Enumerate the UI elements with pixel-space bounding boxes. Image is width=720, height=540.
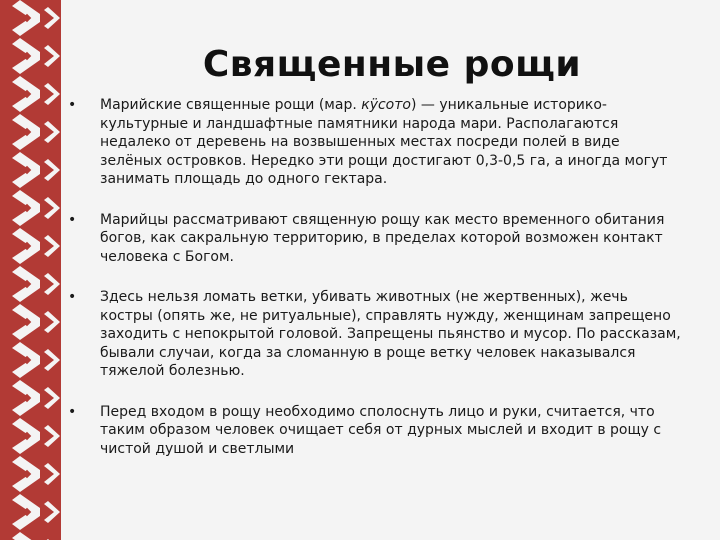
bullet-item-3 [64,288,684,381]
bullet-item-2 [64,211,684,267]
ornament-motif [12,494,60,530]
ornament-motif [12,418,60,454]
ornament-border [0,0,64,540]
ornament-motif [12,266,60,302]
bullet-text-part: ) — уникальные историко-культурные и ландшафтные памятники народа мари. Располагаются недалеко от деревень на возвышенных местах посреди полей в виде зелёных островков. Нередко эти рощи достигают 0,3-0,5 га, а иногда могут занимать площадь до одного гектара. [100,97,668,187]
ornament-motif [12,0,60,36]
bullet-dot: • [68,289,77,305]
bullet-text: Марийцы рассматривают священную рощу как место временного обитания богов, как сакральную территорию, в пределах которой возможен контакт человека с Богом. [100,211,665,265]
bullet-item-1 [64,96,684,189]
ornament-motif [12,228,60,264]
ornament-motif [12,114,60,150]
ornament-motif [12,380,60,416]
slide [64,0,720,540]
bullet-dot: • [68,403,77,420]
bullet-text [100,97,667,187]
ornament-pattern [0,0,64,540]
bullet-italic-term: кӱсото [361,97,411,113]
ornament-motif [12,342,60,378]
ornament-motif [12,152,60,188]
bullet-text: Здесь нельзя ломать ветки, убивать животных (не жертвенных), жечь костры (опять же, не ритуальные), справлять нужду, женщинам запрещено заходить с непокрытой головой. Запрещены пьянство и мусор. По рассказам, бывали случаи, когда за сломанную в роще ветку человек наказывался тяжелой болезнью. [100,289,681,379]
ornament-motif [12,456,60,492]
ornament-motif [12,38,60,74]
bullet-text-part: Марийские священные рощи (мар. [100,97,362,113]
ornament-motif [12,190,60,226]
ornament-motif [12,304,60,340]
bullet-dot: • [68,211,77,228]
bullet-item-4 [64,403,684,459]
bullet-list [64,96,684,480]
bullet-dot: • [68,97,77,113]
ornament-motif [12,532,60,540]
ornament-motif [12,76,60,112]
slide-title: Священные рощи [202,44,582,85]
bullet-text: Перед входом в рощу необходимо сполоснуть лицо и руки, считается, что таким образом человек очищает себя от дурных мыслей и входит в рощу с чистой душой и светлыми [100,403,662,457]
